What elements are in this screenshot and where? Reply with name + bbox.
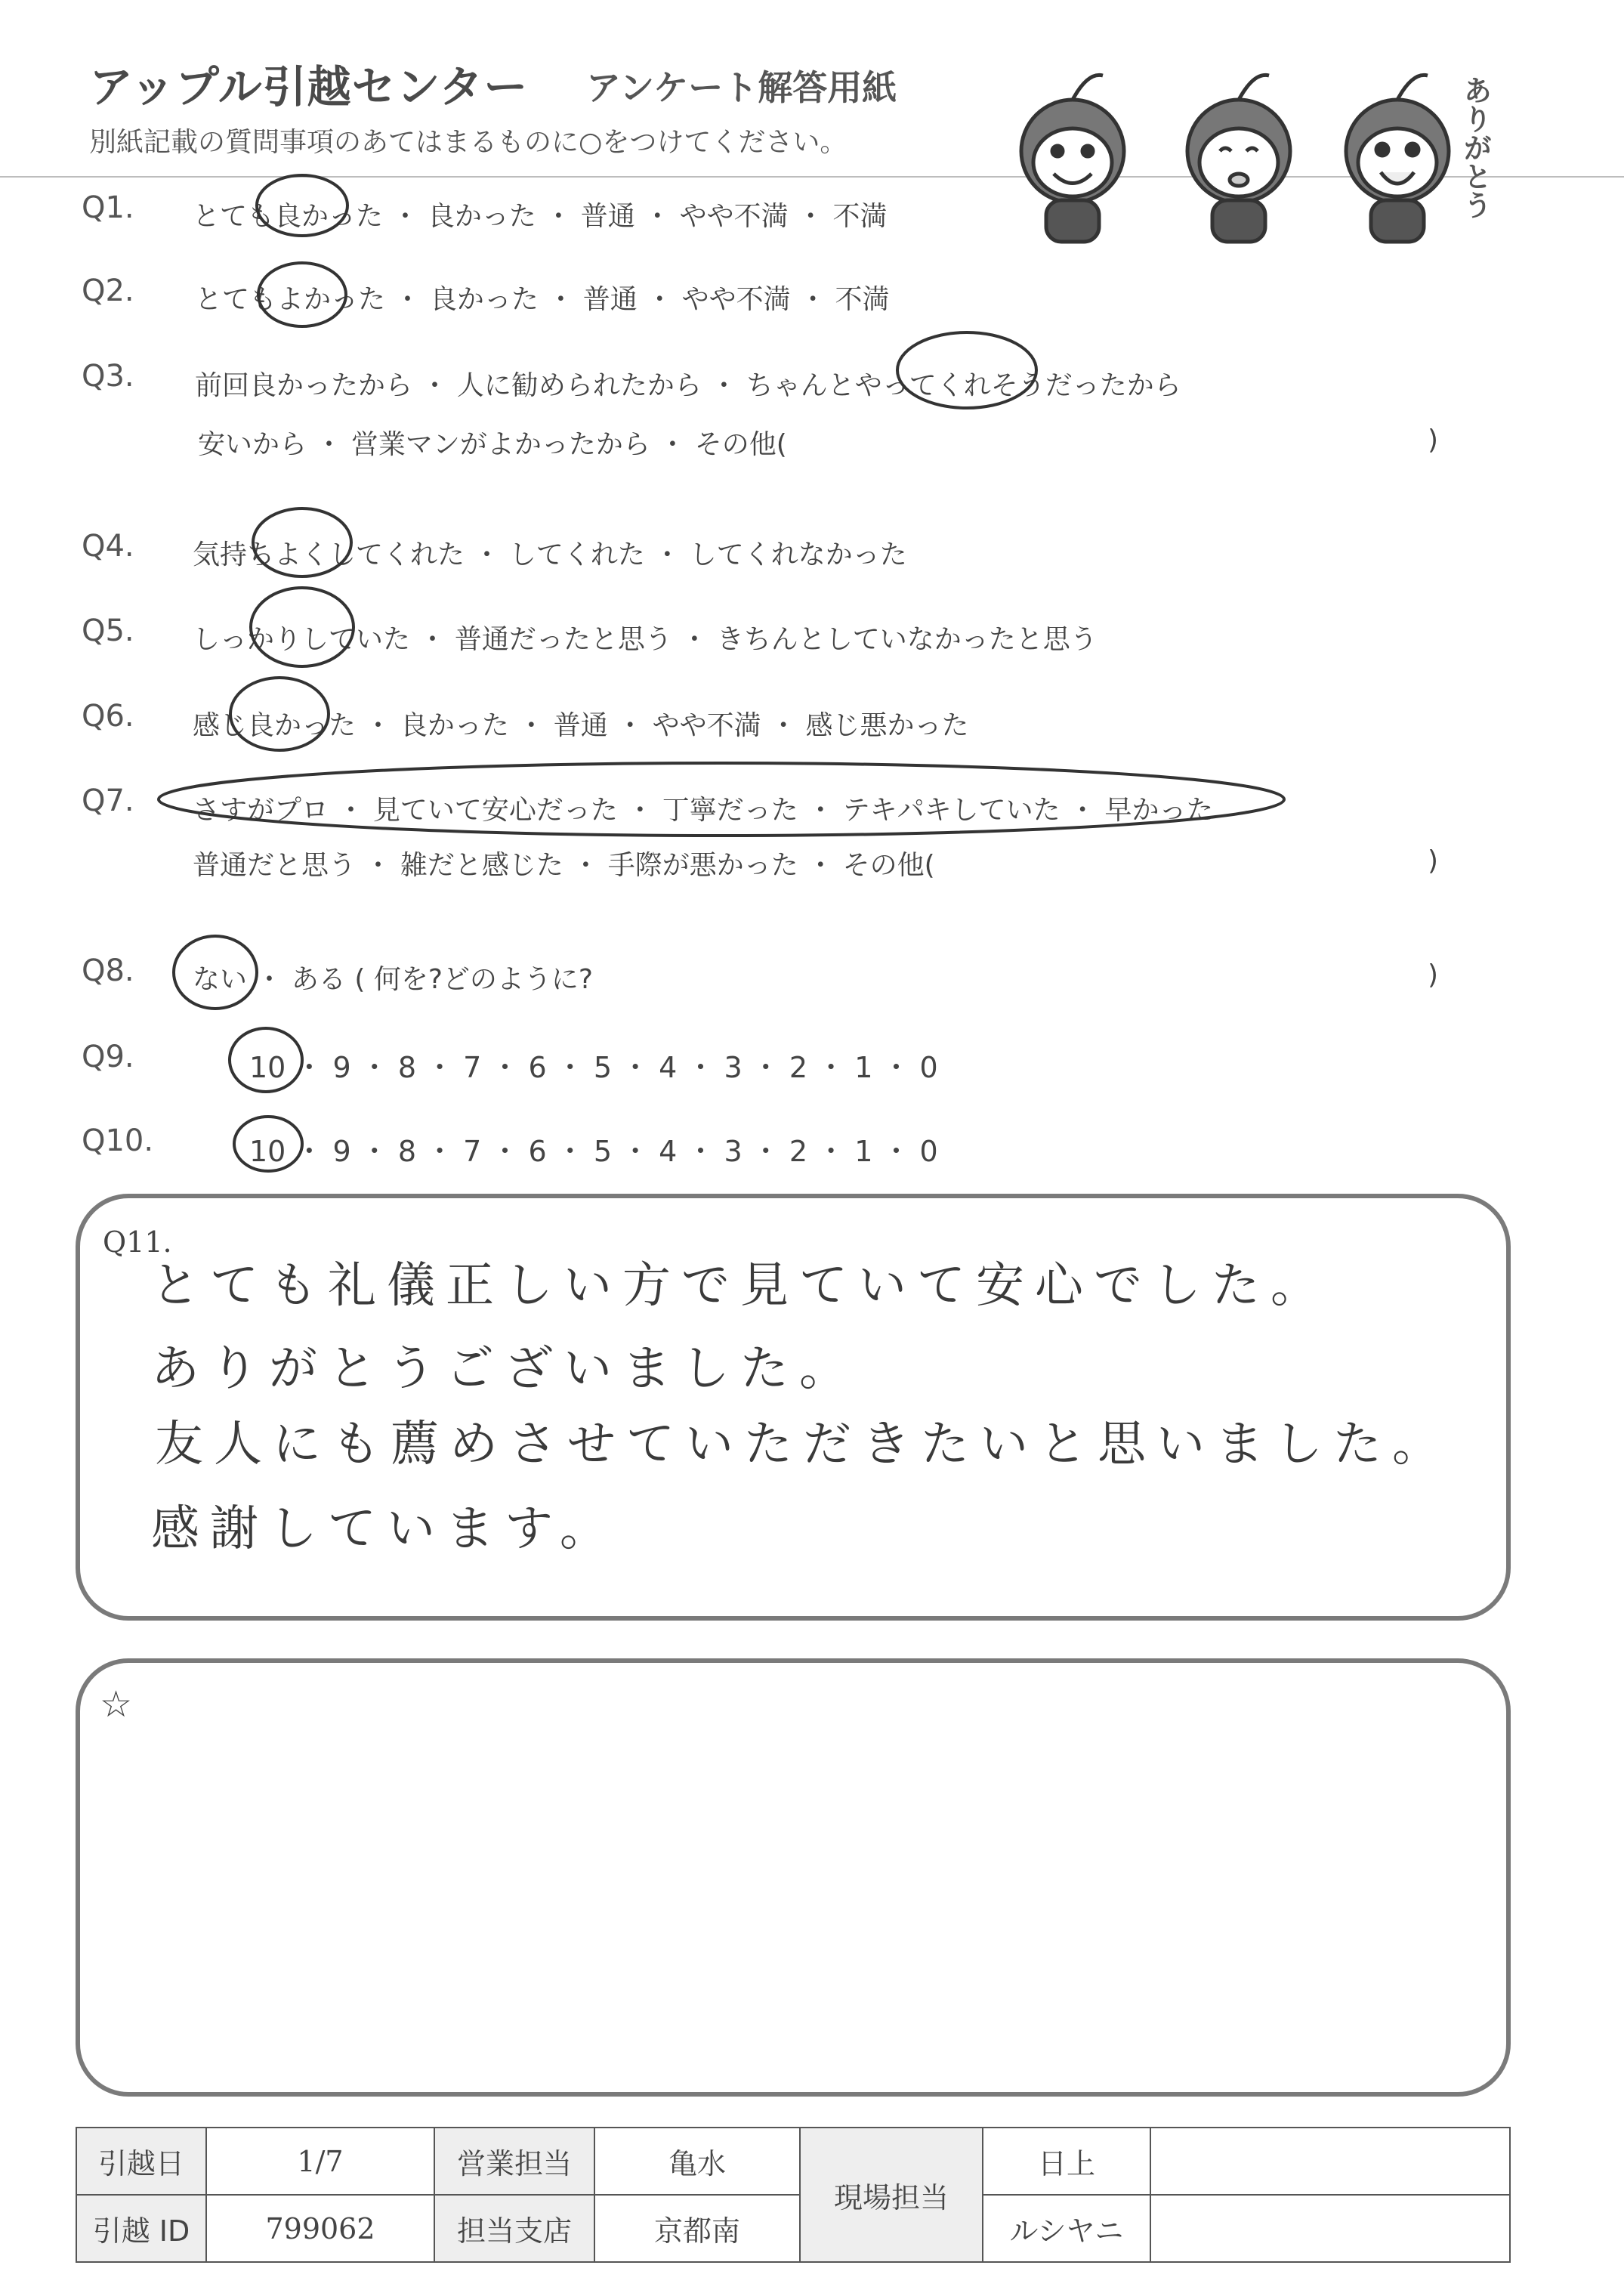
header-divider xyxy=(0,176,1624,178)
brand-title: アップル引越センター xyxy=(89,61,529,113)
q2-label: Q2. xyxy=(82,273,134,308)
q10-label: Q10. xyxy=(82,1123,154,1158)
notes-box[interactable] xyxy=(76,1658,1511,2097)
q11-answer-line-3: 友人にも薦めさせていただきたいと思いました。 xyxy=(155,1417,1451,1473)
q6-options[interactable]: 感じ良かった ・ 良かった ・ 普通 ・ やや不満 ・ 感じ悪かった xyxy=(193,710,969,741)
move-id-label: 引越 ID xyxy=(76,2195,206,2262)
monkey-mascot-middle xyxy=(1187,75,1290,242)
q11-answer-line-4: 感謝しています。 xyxy=(151,1501,619,1557)
q7-options-line1[interactable]: さすがプロ ・ 見ていて安心だった ・ 丁寧だった ・ テキパキしていた ・ 早かった xyxy=(193,795,1214,826)
thanks-text: ありがとう xyxy=(1459,76,1492,219)
q1-label: Q1. xyxy=(82,190,134,225)
move-date-label: 引越日 xyxy=(76,2128,206,2195)
site-staff-label: 現場担当 xyxy=(800,2128,983,2262)
sales-staff-label: 営業担当 xyxy=(434,2128,594,2195)
q11-answer-line-2: ありがとうございました。 xyxy=(151,1341,858,1397)
move-date-value[interactable]: 1/7 xyxy=(206,2128,434,2195)
star-icon: ☆ xyxy=(100,1683,133,1726)
document-title: アンケート解答用紙 xyxy=(586,67,897,108)
site-staff-extra-2[interactable] xyxy=(1150,2195,1510,2262)
q6-label: Q6. xyxy=(82,699,134,734)
instruction-text: 別紙記載の質問事項のあてはまるものに○をつけてください。 xyxy=(89,127,848,158)
q10-options[interactable]: 10 ・ 9 ・ 8 ・ 7 ・ 6 ・ 5 ・ 4 ・ 3 ・ 2 ・ 1 ・ 0 xyxy=(249,1135,938,1168)
branch-value[interactable]: 京都南 xyxy=(594,2195,800,2262)
q8-label: Q8. xyxy=(82,953,134,988)
q4-label: Q4. xyxy=(82,529,134,564)
q4-options[interactable]: 気持ちよくしてくれた ・ してくれた ・ してくれなかった xyxy=(193,539,907,570)
q8-close-paren: ) xyxy=(1428,960,1439,990)
q9-options[interactable]: 10 ・ 9 ・ 8 ・ 7 ・ 6 ・ 5 ・ 4 ・ 3 ・ 2 ・ 1 ・ 0 xyxy=(249,1051,938,1084)
sales-staff-value[interactable]: 亀水 xyxy=(594,2128,800,2195)
q1-options[interactable]: とても良かった ・ 良かった ・ 普通 ・ やや不満 ・ 不満 xyxy=(193,201,888,232)
move-id-value[interactable]: 799062 xyxy=(206,2195,434,2262)
q9-label: Q9. xyxy=(82,1040,134,1074)
q5-label: Q5. xyxy=(82,613,134,648)
q7-close-paren: ) xyxy=(1428,845,1439,876)
q3-label: Q3. xyxy=(82,359,134,394)
q8-options[interactable]: ない ・ ある ( 何を?どのように? xyxy=(193,964,594,995)
q3-options-line1[interactable]: 前回良かったから ・ 人に勧められたから ・ ちゃんとやってくれそうだったから xyxy=(195,370,1181,401)
q5-options[interactable]: しっかりしていた ・ 普通だったと思う ・ きちんとしていなかったと思う xyxy=(193,624,1098,655)
q7-options-line2[interactable]: 普通だと思う ・ 雑だと感じた ・ 手際が悪かった ・ その他( xyxy=(193,850,935,881)
site-staff-extra-1[interactable] xyxy=(1150,2128,1510,2195)
site-staff-value-2[interactable]: ルシヤニ xyxy=(983,2195,1150,2262)
site-staff-value-1[interactable]: 日上 xyxy=(983,2128,1150,2195)
q11-answer-line-1: とても礼儀正しい方で見ていて安心でした。 xyxy=(151,1258,1329,1314)
q11-label: Q11. xyxy=(103,1225,172,1259)
monkey-mascot-right xyxy=(1346,75,1449,242)
q3-close-paren: ) xyxy=(1428,425,1439,456)
monkey-mascot-left xyxy=(1021,75,1124,242)
q2-options[interactable]: とてもよかった ・ 良かった ・ 普通 ・ やや不満 ・ 不満 xyxy=(195,284,890,315)
branch-label: 担当支店 xyxy=(434,2195,594,2262)
q7-label: Q7. xyxy=(82,783,134,818)
staff-info-table xyxy=(76,2127,1511,2263)
q3-options-line2[interactable]: 安いから ・ 営業マンがよかったから ・ その他( xyxy=(198,429,787,460)
